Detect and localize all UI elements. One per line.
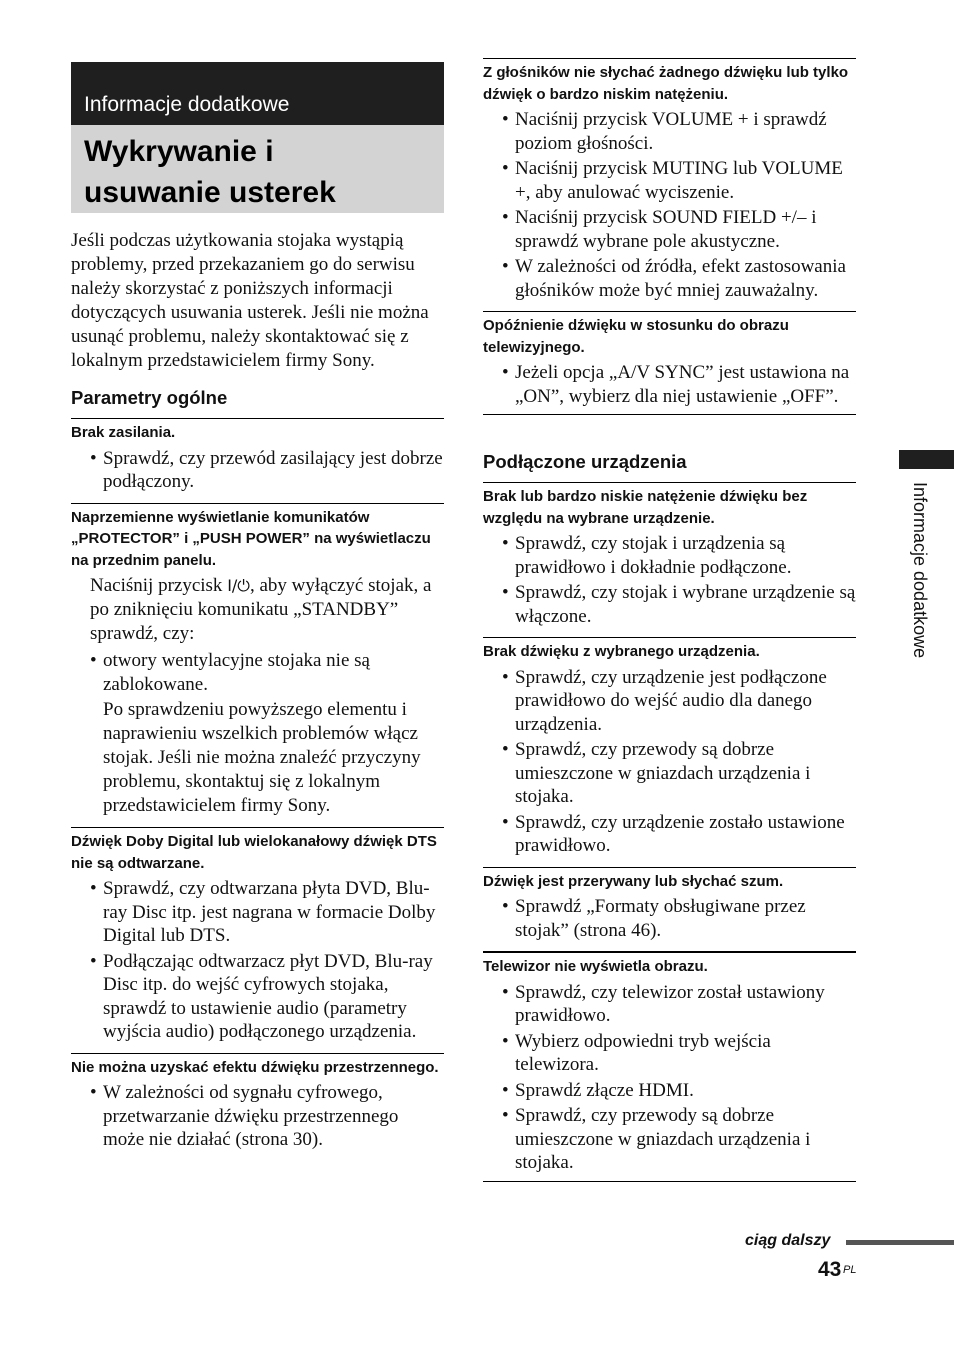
- topic-title: Dźwięk jest przerywany lub słychać szum.: [483, 872, 784, 890]
- left-column: [71, 62, 444, 1154]
- bullet-list: [483, 895, 856, 942]
- topic-title: Brak zasilania.: [71, 424, 176, 441]
- intro-paragraph: Jeśli podczas użytkowania stojaka wystąpią problemy, przed przekazaniem go do serwisu należy skorzystać z poniższych informacji dotyczących usuwania usterek. Jeśli nie można usunąć problemu, należy skontaktować się z lokalnym przedstawicielem firmy Sony.: [71, 230, 429, 371]
- list-item: • Podłączając odtwarzacz płyt DVD, Blu-ray Disc itp. do wejść cyfrowych stojaka, sprawdź to ustawienie audio (parametry wyjścia audio) podłączonego urządzenia.: [103, 950, 444, 1044]
- topic-title: Z głośników nie słychać żadnego dźwięku lub tylko dźwięk o bardzo niskim natężeniu.: [483, 64, 849, 103]
- continued-label: ciąg dalszy: [745, 1232, 831, 1249]
- divider: [483, 414, 856, 415]
- list-item: • Sprawdź, czy przewody są dobrze umieszczone w gniazdach urządzenia i stojaka.: [515, 1104, 856, 1175]
- topic-title: Brak lub bardzo niskie natężenie dźwięku bez względu na wybrane urządzenie.: [483, 488, 808, 527]
- instruction-text: Naciśnij przycisk: [90, 575, 223, 596]
- instruction-paragraph: [71, 574, 444, 646]
- list-item: • otwory wentylacyjne stojaka nie są zablokowane.: [103, 649, 444, 696]
- topic-no-sound-speakers: [483, 58, 856, 302]
- list-item: • Sprawdź, czy urządzenie zostało ustawione prawidłowo.: [515, 811, 856, 858]
- list-item: • Sprawdź, czy urządzenie jest podłączone prawidłowo do wejść audio dla danego urządzenia.: [515, 666, 856, 737]
- page-number-suffix: PL: [843, 1264, 857, 1276]
- bullet-list: [483, 981, 856, 1175]
- list-item: • Sprawdź „Formaty obsługiwane przez stojak” (strona 46).: [515, 895, 856, 942]
- page-title: [71, 125, 444, 213]
- power-button-icon: I/⏻: [227, 576, 250, 595]
- topic-title: Opóźnienie dźwięku w stosunku do obrazu telewizyjnego.: [483, 317, 789, 356]
- bullet-list: [71, 447, 444, 494]
- topic-no-power: [71, 418, 444, 494]
- topic-title: Naprzemienne wyświetlanie komunikatów „PROTECTOR” i „PUSH POWER” na wyświetlaczu na przednim panelu.: [71, 508, 431, 569]
- topic-noise: [483, 867, 856, 943]
- continued-bar: [846, 1240, 954, 1245]
- topic-title: Brak dźwięku z wybranego urządzenia.: [483, 643, 760, 660]
- list-item: • Jeżeli opcja „A/V SYNC” jest ustawiona na „ON”, wybierz dla niej ustawienie „OFF”.: [515, 361, 856, 408]
- topic-title: Dźwięk Doby Digital lub wielokanałowy dźwięk DTS nie są odtwarzane.: [71, 833, 437, 872]
- bullet-list: [71, 877, 444, 1044]
- right-column: [483, 58, 856, 1182]
- page-title-line-1: Wykrywanie i: [84, 135, 274, 168]
- topic-title: Nie można uzyskać efektu dźwięku przestrzennego.: [71, 1058, 439, 1076]
- topic-title: Telewizor nie wyświetla obrazu.: [483, 958, 708, 975]
- list-item: • Naciśnij przycisk MUTING lub VOLUME +, aby anulować wyciszenie.: [515, 157, 856, 204]
- list-item: • W zależności od źródła, efekt zastosowania głośników może być mniej zauważalny.: [515, 255, 856, 302]
- list-item: • Sprawdź złącze HDMI.: [515, 1079, 856, 1103]
- list-item: • Naciśnij przycisk VOLUME + i sprawdź poziom głośności.: [515, 108, 856, 155]
- bullet-list: [483, 108, 856, 302]
- topic-low-sound: [483, 482, 856, 628]
- list-item: • Wybierz odpowiedni tryb wejścia telewizora.: [515, 1030, 856, 1077]
- bullet-list: [71, 1081, 444, 1152]
- topic-protector: [71, 503, 444, 819]
- list-item: • W zależności od sygnału cyfrowego, przetwarzanie dźwięku przestrzennego może nie działać (strona 30).: [103, 1081, 444, 1152]
- topic-surround: [71, 1053, 444, 1152]
- subheading-general: Parametry ogólne: [71, 387, 228, 408]
- side-tab-label: Informacje dodatkowe: [910, 482, 930, 659]
- bullet-list: [483, 666, 856, 858]
- list-item: • Sprawdź, czy stojak i wybrane urządzenie są włączone.: [515, 581, 856, 628]
- topic-av-sync: [483, 311, 856, 408]
- list-item: • Naciśnij przycisk SOUND FIELD +/– i sprawdź wybrane pole akustyczne.: [515, 206, 856, 253]
- list-item: • Sprawdź, czy telewizor został ustawiony prawidłowo.: [515, 981, 856, 1028]
- continuation-paragraph: Po sprawdzeniu powyższego elementu i naprawieniu wszelkich problemów włącz stojak. Jeśli nie można znaleźć przyczyny problemu, skontaktuj się z lokalnym przedstawicielem firmy Sony.: [103, 699, 421, 816]
- subheading-connected: Podłączone urządzenia: [483, 451, 687, 472]
- instruction-text-end: , aby wyłączyć stojak, a po zniknięciu komunikatu „STANDBY” sprawdź, czy:: [90, 575, 432, 644]
- topic-no-sound-device: [483, 637, 856, 858]
- bullet-list: [71, 649, 444, 696]
- bullet-list: [483, 532, 856, 628]
- list-item: • Sprawdź, czy przewody są dobrze umieszczone w gniazdach urządzenia i stojaka.: [515, 738, 856, 809]
- list-item: • Sprawdź, czy odtwarzana płyta DVD, Blu-ray Disc itp. jest nagrana w formacie Dolby Digital lub DTS.: [103, 877, 444, 948]
- side-tab-marker: [899, 450, 954, 469]
- page-number: 43: [818, 1258, 842, 1281]
- list-item: • Sprawdź, czy przewód zasilający jest dobrze podłączony.: [103, 447, 444, 494]
- bullet-list: [483, 361, 856, 408]
- section-label: Informacje dodatkowe: [71, 62, 444, 125]
- page-title-line-2: usuwanie usterek: [84, 176, 336, 209]
- divider: [483, 1181, 856, 1182]
- topic-dolby-dts: [71, 827, 444, 1044]
- list-item: • Sprawdź, czy stojak i urządzenia są prawidłowo i dokładnie podłączone.: [515, 532, 856, 579]
- topic-no-picture: [483, 951, 856, 1175]
